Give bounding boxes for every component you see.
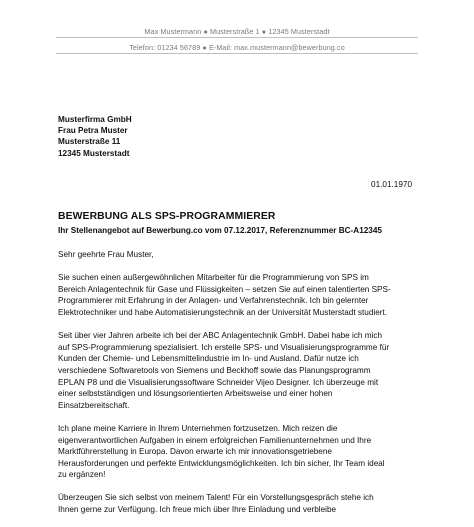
body-paragraph — [58, 423, 428, 481]
body-line: Sie suchen einen außergewöhnlichen Mitarbeiter für die Programmierung von SPS im — [58, 273, 369, 283]
header-divider-top — [56, 37, 418, 38]
salutation: Sehr geehrte Frau Muster, — [58, 250, 154, 259]
recipient-address-block — [58, 114, 132, 159]
body-line: Einsatzbereitschaft. — [58, 400, 130, 410]
letter-date: 01.01.1970 — [371, 180, 412, 189]
body-line: Ich plane meine Karriere in Ihrem Unternehmen fortzusetzen. Mich reizen die — [58, 423, 338, 433]
body-line: verschiedene Softwaretools von Siemens und Beckhoff sowie das Planungsprogramm — [58, 365, 371, 375]
body-paragraphs — [58, 272, 428, 515]
body-line: Herausforderungen und perfekte Entwicklungsmöglichkeiten. Ich bin sicher, Ihr Team ideal — [58, 458, 385, 468]
letter-body — [58, 249, 428, 527]
recipient-street: Musterstraße 11 — [58, 137, 121, 147]
recipient-company: Musterfirma GmbH — [58, 115, 132, 124]
body-paragraph — [58, 272, 428, 318]
body-line: zu ergänzen! — [58, 470, 106, 480]
subject-title: BEWERBUNG ALS SPS-PROGRAMMIERER — [58, 211, 276, 222]
body-paragraph — [58, 330, 428, 411]
body-line: EPLAN P8 und die Visualisierungssoftware Schneider Vijeo Designer. Ich überzeuge mit — [58, 377, 379, 387]
body-line: Bereich Anlagentechnik für Gase und Flüssigkeiten – setzen Sie auf einen talentierten SPS- — [58, 284, 391, 294]
body-paragraph — [58, 492, 428, 515]
body-line: Überzeugen Sie sich selbst von meinem Talent! Für ein Vorstellungsgespräch stehe ich — [58, 493, 374, 503]
header-divider-bottom — [56, 53, 418, 54]
body-line: eigenverantwortlichen Aufgaben in einem erfolgreichen Familienunternehmen und Ihre — [58, 435, 372, 445]
body-line: Elektrotechniker und habe Automatisierungstechnik an der Universität Musterstadt studiert. — [58, 307, 388, 317]
body-line: Ihnen gerne zur Verfügung. Ich freue mich über Ihre Einladung und verbleibe — [58, 505, 337, 515]
body-line: Seit über vier Jahren arbeite ich bei der ABC Anlagentechnik GmbH. Dabei habe ich mich — [58, 331, 383, 341]
sender-name-address-line: Max Mustermann ● Musterstraße 1 ● 12345 Musterstadt — [144, 27, 330, 36]
recipient-person: Frau Petra Muster — [58, 126, 128, 136]
body-line: auf SPS-Programmierung spezialisiert. Ich erstelle SPS- und Visualisierungsprogramme für — [58, 342, 390, 352]
body-line: einer selbstständigen und lösungsorientierten Arbeitsweise und einer hohen — [58, 389, 333, 399]
recipient-city: 12345 Musterstadt — [58, 148, 130, 158]
subject-reference: Ihr Stellenangebot auf Bewerbung.co vom 07.12.2017, Referenznummer BC-A12345 — [58, 226, 382, 235]
sender-contact-line: Telefon: 01234 56789 ● E-Mail: max.mustermann@bewerbung.co — [129, 43, 345, 52]
body-line: Programmierer mit Erfahrung in der Anlagen- und Verfahrenstechnik. Ich bin gelernter — [58, 296, 369, 306]
body-line: Kunden der Chemie- und Lebensmittelindustrie im In- und Ausland. Dafür nutze ich — [58, 354, 359, 364]
body-line: Marktführerstellung in Europa. Davon erwarte ich mir innovationsgetriebene — [58, 447, 332, 457]
